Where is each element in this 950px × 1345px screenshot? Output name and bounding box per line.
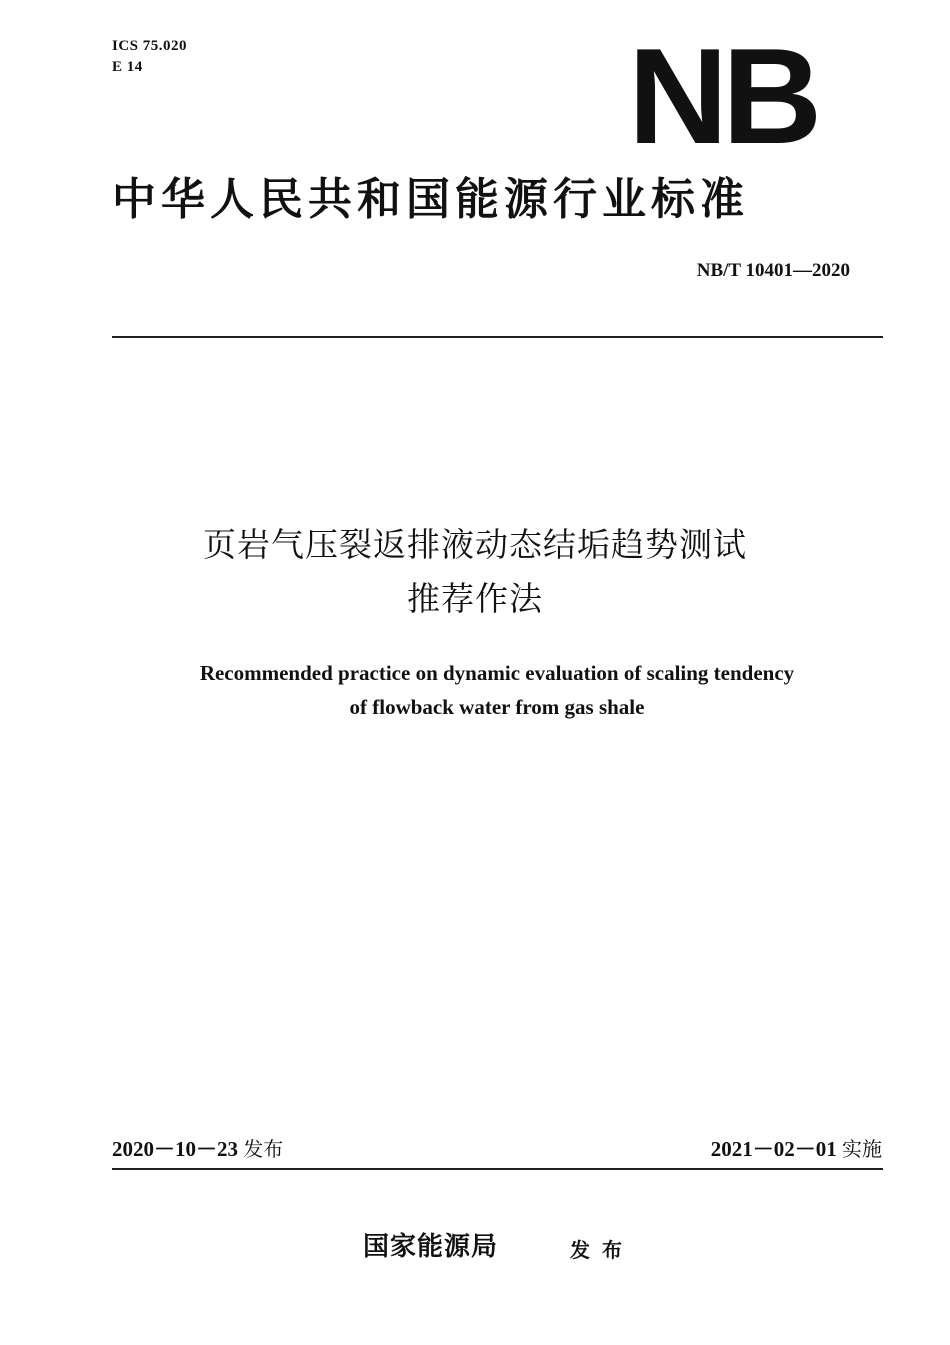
english-title-line-1: Recommended practice on dynamic evaluation of scaling tendency bbox=[199, 661, 795, 685]
standard-number: NB/T 10401—2020 bbox=[696, 260, 850, 281]
implement-date: 2021－02－01 bbox=[710, 1137, 837, 1161]
ics-code: ICS 75.020 bbox=[112, 38, 188, 54]
bottom-divider bbox=[112, 1168, 883, 1170]
chinese-title-line-1: 页岩气压裂返排液动态结垢趋势测试 bbox=[203, 525, 747, 564]
publish-label: 发布 bbox=[243, 1137, 284, 1161]
issue-word: 发布 bbox=[570, 1238, 634, 1262]
ccs-code: E 14 bbox=[112, 59, 143, 75]
nb-logo: NB bbox=[628, 20, 817, 172]
chinese-title-line-2: 推荐作法 bbox=[407, 579, 543, 618]
english-title-line-2: of flowback water from gas shale bbox=[349, 695, 645, 719]
implement-label: 实施 bbox=[842, 1137, 882, 1161]
publish-date: 2020－10－23 bbox=[112, 1137, 238, 1161]
issuing-authority: 国家能源局 bbox=[363, 1232, 499, 1262]
implement-date-block bbox=[711, 1133, 882, 1163]
top-divider bbox=[112, 336, 883, 338]
standard-category-title: 中华人民共和国能源行业标准 bbox=[112, 174, 749, 225]
publish-date-block bbox=[112, 1133, 283, 1163]
